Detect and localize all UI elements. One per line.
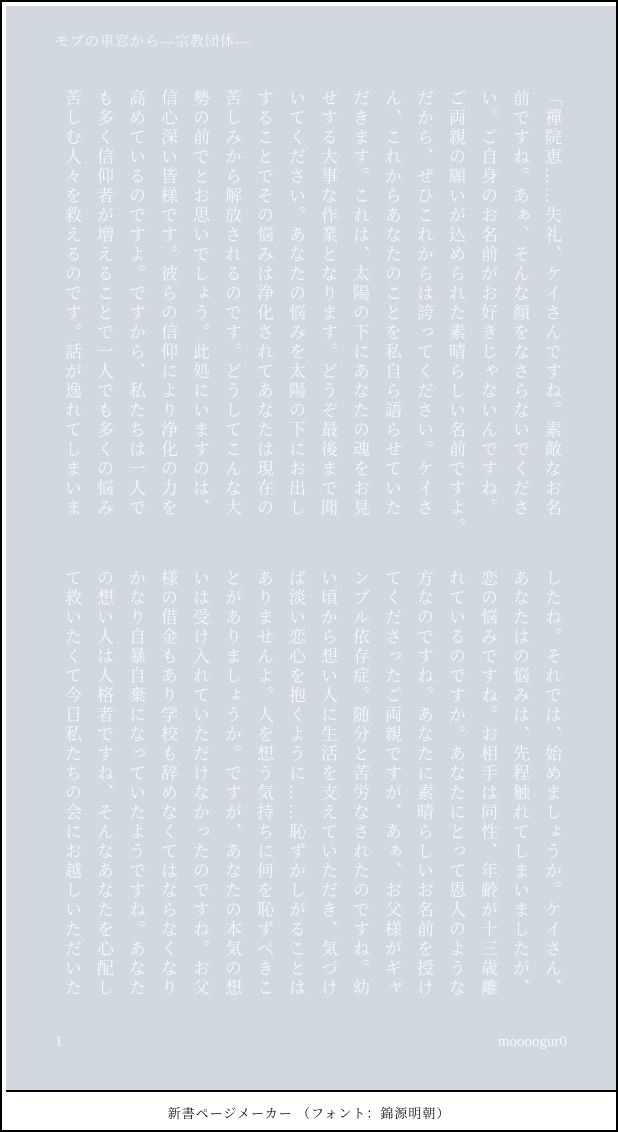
text-line: いは受け入れていただけなかったのですね。お父 [190,569,209,998]
page-number: 1 [55,1034,63,1050]
caption-area [2,1094,616,1130]
page-footer [55,1034,567,1051]
text-line: ンブル依存症。随分と苦労なされたのですね。幼 [350,569,369,998]
page-title: モブの車窓から—宗教団体— [55,35,250,50]
text-line: 信心深い皆様です。彼らの信仰により浄化の力を [158,89,177,518]
text-line: ご両親の願いが込められた素晴らしい名前ですよ。 [446,89,465,538]
text-line: だから、ぜひこれからは誇ってください。ケイさ [414,89,433,518]
text-line: あなたはの悩みは、先程触れてしまいましたが、 [510,569,529,998]
generator-caption: 新書ページメーカー （フォント：錦源明朝） [167,1105,451,1121]
text-line: て救いたくて今日私たちの会にお越しいただいた [62,569,81,998]
text-line: い頃から想い人に生活を支えていただき、気づけ [318,569,337,998]
text-line: ありませんよ。人を想う気持ちに何を恥ずべきこ [254,569,273,998]
text-line: 高めているのですよ。ですから、私たちは一人で [126,89,145,518]
text-line: だきます。これは、太陽の下にあなたの魂をお見 [350,89,369,518]
text-line: も多く信仰者が増えることで一人でも多くの悩み [94,89,113,518]
text-line: の想い人は人格者ですね、そんなあなたを心配し [94,569,113,998]
text-line: ん、これからあなたのことを私自ら語らせていた [382,89,401,518]
author-handle: moooogur0 [497,1034,567,1050]
text-line: 「禪院恵……失礼、ケイさんですね。素敵なお名 [542,89,561,518]
text-line: 方なのですね。あなたに素晴らしいお名前を授け [414,569,433,998]
text-line: い。ご自身のお名前がお好きじゃないんですね。 [478,89,497,518]
text-line: とがありましょうか。ですが、あなたの本気の想 [222,569,241,998]
top-text-block [55,89,567,539]
text-line: かなり自暴自棄になっていたようですね。あなた [126,569,145,998]
text-line: 様の借金もあり学校も辞めなくてはならなくなり [158,569,177,998]
book-page [6,6,616,1092]
text-line: いてください。あなたの悩みを太陽の下にお出し [286,89,305,518]
text-line: 恋の悩みですね。お相手は同性、年齢が十三歳離 [478,569,497,998]
text-line: せする大事な作業となります。どうぞ最後まで聞 [318,89,337,518]
text-line: れているのですか。あなたにとって恩人のような [446,569,465,998]
text-line: することでその悩みは浄化されてあなたは現在の [254,89,273,518]
text-line: 前ですね。あぁ、そんな顔をなさらないでくださ [510,89,529,518]
text-line: 苦しむ人々を救えるのです。話が逸れてしまいま [62,89,81,518]
text-line: 苦しみから解放されるのです。どうしてこんな大 [222,89,241,518]
bottom-text-block [55,569,567,1024]
text-line: ば淡い恋心を抱くように……恥ずかしがることは [286,569,305,998]
text-line: したね。それでは、始めましょうか。ケイさん、 [542,569,561,998]
text-line: 勢の前でとお思いでしょう。此処にいますのは、 [190,89,209,518]
text-line: てくださったご両親ですが、あぁ、お父様がギャ [382,569,401,998]
